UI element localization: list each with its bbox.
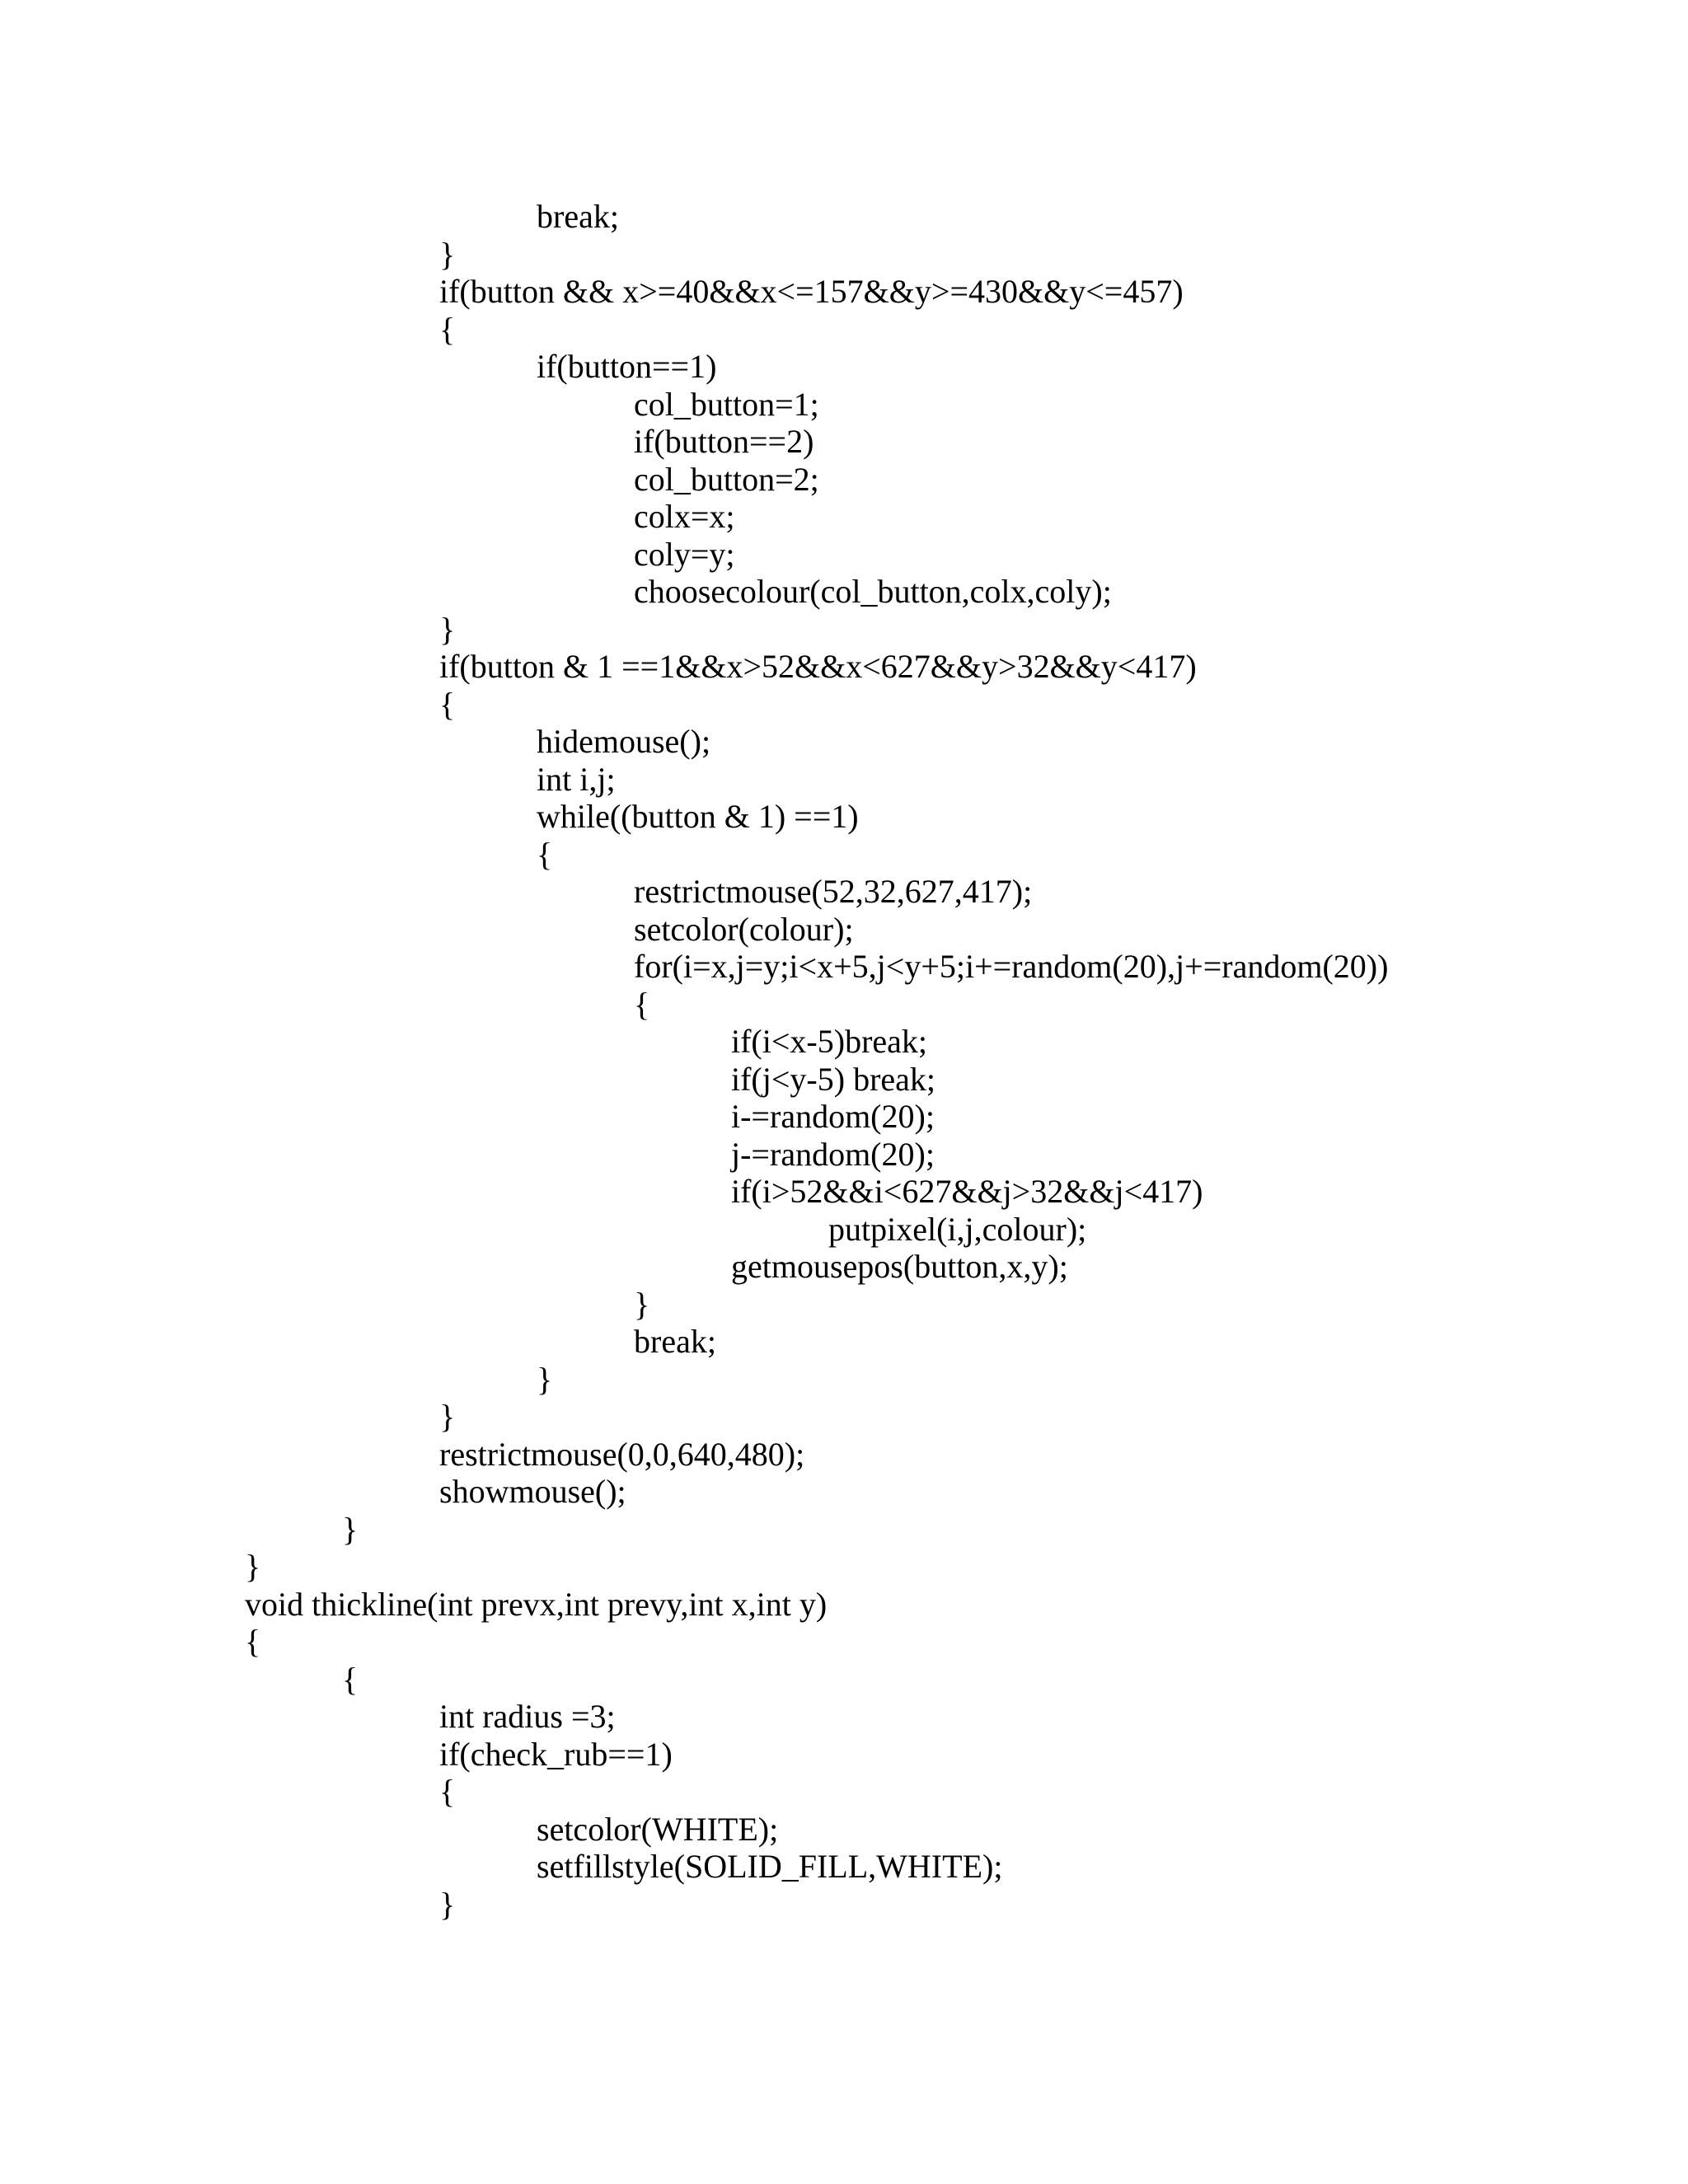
code-line: if(i<x-5)break; [731,1023,928,1060]
code-line: { [537,835,553,873]
code-line: setcolor(WHITE); [537,1810,779,1848]
code-line: } [634,1285,650,1323]
code-line: int radius =3; [439,1698,616,1735]
code-line: colx=x; [634,498,735,535]
code-line: i-=random(20); [731,1098,935,1135]
code-line: int i,j; [537,760,616,798]
code-line: coly=y; [634,535,735,573]
code-line: { [634,985,650,1023]
code-line: col_button=1; [634,385,819,423]
code-line: { [439,310,456,348]
code-line: hidemouse(); [537,723,711,760]
code-line: setcolor(colour); [634,910,854,948]
code-line: if(button==1) [537,348,717,385]
code-line: if(j<y-5) break; [731,1060,936,1098]
code-line: } [439,610,456,648]
code-line: restrictmouse(52,32,627,417); [634,873,1033,910]
code-line: if(button & 1 ==1&&x>52&&x<627&&y>32&&y<417) [439,648,1197,685]
code-line: restrictmouse(0,0,640,480); [439,1435,805,1473]
code-line: } [245,1548,261,1585]
code-line: { [439,1773,456,1810]
code-line: } [439,235,456,273]
code-line: } [342,1510,359,1548]
code-line: void thickline(int prevx,int prevy,int x,int y) [245,1585,828,1623]
code-line: break; [537,198,619,235]
code-line: j-=random(20); [731,1135,935,1173]
code-line: getmousepos(button,x,y); [731,1248,1068,1285]
code-line: while((button & 1) ==1) [537,798,859,835]
code-line: { [245,1623,261,1660]
code-line: { [342,1660,359,1698]
code-line: col_button=2; [634,460,819,498]
code-line: setfillstyle(SOLID_FILL,WHITE); [537,1848,1003,1885]
code-line: showmouse(); [439,1473,626,1510]
code-line: if(button==2) [634,423,814,460]
code-line: } [537,1360,553,1398]
code-line: if(i>52&&i<627&&j>32&&j<417) [731,1173,1203,1210]
code-line: break; [634,1323,716,1360]
code-line: putpixel(i,j,colour); [828,1210,1087,1248]
code-line: { [439,685,456,723]
code-line: if(check_rub==1) [439,1735,673,1773]
code-line: for(i=x,j=y;i<x+5,j<y+5;i+=random(20),j+=random(20)) [634,948,1389,985]
code-line: if(button && x>=40&&x<=157&&y>=430&&y<=457) [439,273,1184,310]
code-line: } [439,1398,456,1435]
code-line: choosecolour(col_button,colx,coly); [634,573,1112,610]
code-line: } [439,1885,456,1923]
